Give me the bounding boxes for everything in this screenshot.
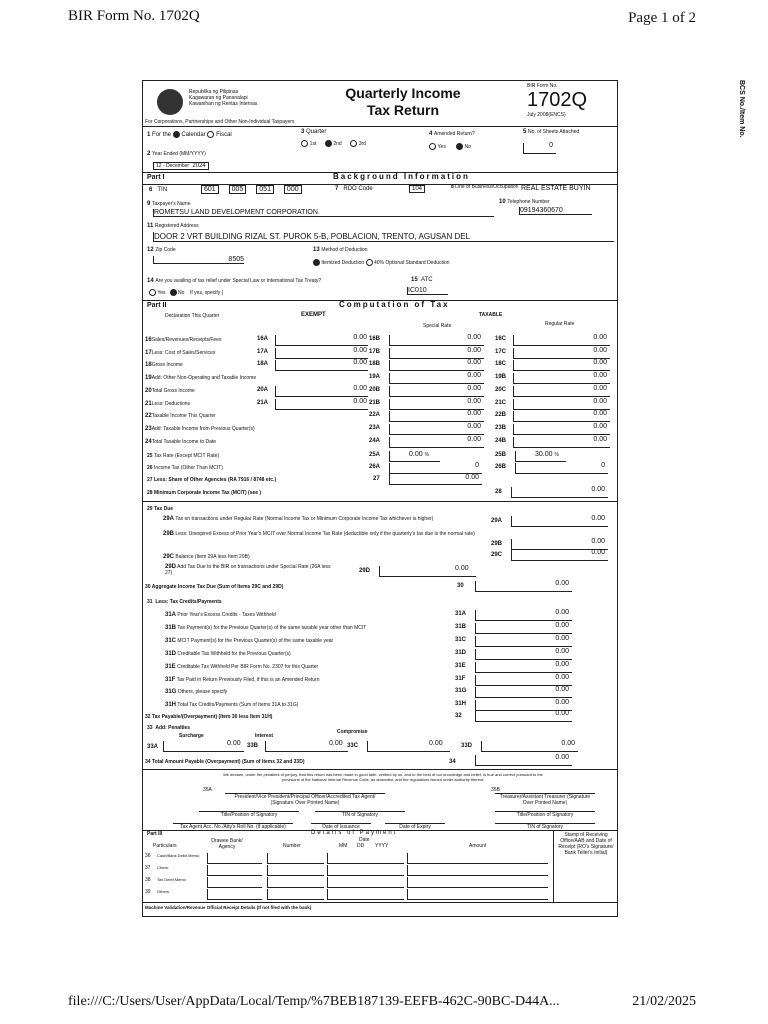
item14-label: 14 Are you availing of tax relief under Special Law or International Tax Treaty?	[147, 278, 322, 284]
comp-row-c-value: 0.00	[593, 346, 607, 354]
row29a-label: 29A Tax on transactions under Regular Rate (Normal Income Tax or Minimum Corporate Income Tax whichever is higher)	[163, 516, 434, 522]
osd-radio[interactable]	[366, 259, 373, 266]
comp-row-c-value: 0.00	[593, 334, 607, 341]
row25-a-value: 0.00 %	[409, 451, 430, 458]
sig-title1: Title/Position of Signatory	[199, 811, 299, 818]
row34-value: 0.00	[555, 754, 569, 761]
credit-row-value: 0.00	[555, 634, 569, 642]
credit-row-value: 0.00	[555, 660, 569, 668]
col-yyyy: YYYY	[375, 843, 389, 849]
calendar-radio[interactable]	[173, 131, 180, 138]
credit-row-value: 0.00	[555, 609, 569, 616]
row33d-code: 33D	[461, 743, 473, 749]
comp-row-b-value: 0.00	[467, 410, 481, 418]
col-exempt: EXEMPT	[301, 312, 326, 318]
form-title-line2: Tax Return	[366, 102, 440, 118]
row34-label: 34 Total Amount Payable (Overpayment) (Sum of Items 32 and 33D)	[145, 759, 305, 765]
comp-row-a-value: 0.00	[353, 359, 367, 367]
comp-row-b-value: 0.00	[467, 435, 481, 443]
business-value[interactable]: REAL ESTATE BUYIN	[521, 185, 591, 192]
compromise-label: Compromise	[337, 729, 368, 735]
fiscal-radio[interactable]	[207, 131, 214, 138]
payment-row-num: 39	[145, 889, 151, 895]
atc-label: 15 ATC	[411, 277, 433, 283]
comp-row-c-value: 0.00	[593, 372, 607, 380]
comp-row-label: 16Sales/Revenues/Receipts/Fees	[145, 337, 222, 343]
row25-label: 25 Tax Rate (Except MCIT Rate)	[147, 453, 220, 459]
form-number-block	[527, 83, 607, 118]
comp-row-a-value: 0.00	[353, 346, 367, 354]
item14-options: Yes No If yes, specify |	[149, 289, 223, 296]
payment-row-label: Tax Debit Memo	[157, 877, 186, 882]
itemized-radio[interactable]	[313, 259, 320, 266]
col-date: Date	[359, 837, 370, 843]
tax-form	[142, 80, 618, 917]
comp-row-label: 24Total Taxable Income to Date	[145, 438, 217, 445]
rdo-value[interactable]: 104	[409, 185, 425, 193]
validation-note: Machine Validation/Revenue Official Receipt Details (If not filed with the bank)	[145, 905, 312, 910]
row29b-value: 0.00	[591, 538, 605, 545]
payment-row-num: 36	[145, 853, 151, 859]
form-title	[333, 85, 473, 119]
row33c-value: 0.00	[429, 740, 443, 747]
agency-line2: Kagawaran ng Pananalapi	[189, 95, 248, 101]
row25-b-value: 30.00 %	[535, 451, 559, 458]
comp-row-b-value: 0.00	[467, 384, 481, 392]
payment-row-label: Check	[157, 865, 169, 870]
credit-row-label: 31C MCIT Payment(s) for the Previous Quarter(s) of the same taxable year	[165, 637, 334, 644]
relief-no-radio[interactable]	[170, 289, 177, 296]
row32-value: 0.00	[555, 710, 569, 717]
form-title-line1: Quarterly Income	[345, 85, 461, 101]
col-dd: DD	[357, 843, 365, 849]
sig-agent: Tax Agent Acc. No./Atty's Roll No. (if applicable)	[173, 823, 293, 830]
comp-row-b-code: 18B	[369, 361, 381, 368]
sheets-attached-value: 0	[549, 142, 553, 149]
telephone-label: 10 Telephone Number	[499, 199, 550, 205]
form-subtitle: For Corporations, Partnerships and Other Non-Individual Taxpayers	[145, 119, 295, 125]
comp-row-label: 17Less: Cost of Sales/Services	[145, 349, 216, 356]
page-header-title: BIR Form No. 1702Q	[68, 8, 200, 24]
atc-field[interactable]: IC010	[407, 287, 448, 295]
comp-row-a-code: 18A	[257, 361, 269, 368]
comp-row-b-code: 24A	[369, 437, 381, 444]
comp-row-b-code: 20B	[369, 386, 381, 393]
comp-row-b-code: 23A	[369, 424, 381, 431]
part2-label: Part II	[147, 302, 167, 309]
taxpayer-name-field[interactable]: ROMETSU LAND DEVELOPMENT CORPORATION	[153, 209, 494, 217]
comp-row-b-code: 21B	[369, 399, 381, 406]
agency-line1: Republika ng Pilipinas	[189, 89, 239, 95]
rdo-label: 7 RDO Code	[335, 186, 373, 192]
row33a-value: 0.00	[227, 740, 241, 747]
sig-tin2: TIN of Signatory	[495, 823, 595, 830]
row30-label: 30 Aggregate Income Tax Due (Sum of Items 29C and 29D)	[145, 584, 284, 590]
item3: 3 Quarter 1st 2nd 3rd	[301, 129, 366, 148]
credit-row-label: 31B Tax Payment(s) for the Previous Quarter(s) of the same taxable year other than MCIT	[165, 624, 367, 631]
credit-row-code: 31F	[455, 675, 466, 682]
tin-label: 6 TIN	[149, 187, 168, 193]
comp-row-b-value: 0.00	[467, 397, 481, 405]
telephone-field[interactable]: 09194360670	[519, 207, 592, 215]
row29d-label: 29D Add Tax Due to the BIR on transactions under Special Rate (26A less 27)	[165, 564, 331, 576]
credit-row-label: 31D Creditable Tax Withheld for the Previous Quarter(s)	[165, 650, 291, 657]
row32-label: 32 Tax Payable/(Overpayment) (Item 30 less Item 31H)	[145, 714, 273, 720]
comp-row-b-code: 17B	[369, 348, 381, 355]
col-particulars: Particulars	[153, 843, 177, 849]
business-label: 8 Line of Business/Occupation	[451, 184, 519, 190]
row29a-code: 29A	[491, 518, 503, 524]
row30-code: 30	[457, 583, 464, 589]
payment-row-label: Others	[157, 889, 170, 894]
comp-row-c-code: 16C	[495, 336, 507, 342]
row26-a-value: 0	[475, 462, 479, 469]
declaration-text: We declare, under the penalties of perjury, that this return has been made in good faith, verified by us, and to the best of our knowledge and belief, is true and correct pursuant to the provisions of the National Internal Revenue Code, as amended, and the regulations issued under authority thereof.	[223, 772, 543, 782]
sig-title2: Title/Position of Signatory	[495, 811, 595, 818]
comp-row-label: 23Add: Taxable Income from Previous Quarter(s)	[145, 425, 255, 432]
credit-row-code: 31B	[455, 623, 467, 630]
amended-no-radio[interactable]	[456, 143, 463, 150]
comp-row-b-code: 16B	[369, 336, 381, 342]
credit-row-label: 31F Tax Paid in Return Previously Filed, if this is an Amended Return	[165, 676, 320, 683]
credit-row-label: 31G Others, please specify	[165, 689, 228, 696]
comp-row-a-value: 0.00	[353, 384, 367, 392]
comp-row-c-code: 24B	[495, 437, 507, 444]
row31-label: 31 Less: Tax Credits/Payments	[147, 599, 222, 605]
row29b-code: 29B	[491, 541, 503, 547]
credit-row-code: 31C	[455, 636, 467, 643]
comp-row-c-value: 0.00	[593, 435, 607, 443]
year-ended-field[interactable]: 12 - December 2024	[153, 162, 209, 170]
comp-row-a-code: 16A	[257, 336, 269, 342]
col-regular: Regular Rate	[545, 321, 575, 327]
col-declaration: Declaration This Quarter	[165, 313, 220, 319]
sig-expiry: Date of Expiry	[385, 823, 445, 830]
tin-value[interactable]: 601 005 051 000	[201, 186, 302, 193]
row28-value: 0.00	[591, 486, 605, 493]
comp-row-b-value: 0.00	[467, 422, 481, 430]
payment-row-num: 38	[145, 877, 151, 883]
comp-row-label: 19Add: Other Non-Operating and Taxable Income	[145, 375, 257, 382]
comp-row-label: 21Less: Deductions	[145, 400, 191, 407]
credit-row-code: 31G	[455, 688, 467, 695]
agency-block	[189, 89, 257, 107]
comp-row-c-value: 0.00	[593, 384, 607, 392]
footer-date: 21/02/2025	[632, 994, 696, 1009]
deduction-label: 13 Method of Deduction	[313, 247, 368, 253]
quarter-3rd-radio[interactable]	[350, 140, 357, 147]
row33d-value: 0.00	[561, 740, 575, 747]
row29c-value: 0.00	[591, 549, 605, 556]
comp-row-b-value: 0.00	[467, 346, 481, 354]
payment-row-num: 37	[145, 865, 151, 871]
credit-row-code: 31D	[455, 649, 467, 656]
part1-title: Background Information	[333, 172, 470, 181]
comp-row-b-code: 22A	[369, 412, 381, 419]
row27-code: 27	[373, 476, 380, 482]
sig-num-35a: 35A	[203, 787, 212, 793]
row28-code: 28	[495, 489, 502, 495]
credit-row-label: 31E Creditable Tax Withheld Per BIR Form No. 2307 for this Quarter	[165, 663, 319, 670]
credit-row-value: 0.00	[555, 686, 569, 694]
amended-yes-radio[interactable]	[429, 143, 436, 150]
payment-row-label: Cash/Bank Debit Memo	[157, 853, 200, 858]
sig-tin1: TIN of Signatory	[315, 811, 405, 818]
credit-row-value: 0.00	[555, 621, 569, 629]
comp-row-b-code: 19A	[369, 374, 381, 381]
item1: 1 For the Calendar Fiscal	[147, 132, 232, 139]
comp-row-a-value: 0.00	[353, 397, 367, 405]
sig-num-35b: 35B	[491, 787, 500, 793]
part2-title: Computation of Tax	[339, 300, 450, 309]
form-number: 1702Q	[527, 89, 588, 111]
footer-path: file:///C:/Users/User/AppData/Local/Temp/%7BEB187139-EEFB-462C-90BC-D44A...	[68, 994, 560, 1009]
comp-row-c-value: 0.00	[593, 397, 607, 405]
comp-row-c-value: 0.00	[593, 422, 607, 430]
form-number-label: BIR Form No.	[527, 83, 558, 89]
address-field[interactable]: DOOR 2 VRT BUILDING RIZAL ST. PUROK 5-B, POBLACION, TRENTO, AGUSAN DEL	[153, 232, 614, 242]
credit-row-value: 0.00	[555, 699, 569, 707]
row26-label: 26 Income Tax (Other Than MCIT)	[147, 465, 223, 471]
part1-label: Part I	[147, 174, 165, 181]
quarter-2nd-radio[interactable]	[325, 140, 332, 147]
row29d-code: 29D	[359, 568, 371, 574]
comp-row-c-code: 21C	[495, 399, 507, 406]
row29-label: 29 Tax Due	[147, 506, 174, 512]
address-label: 11 Registered Address	[147, 223, 199, 229]
comp-row-b-value: 0.00	[467, 372, 481, 380]
bir-seal-icon	[157, 89, 183, 115]
credit-row-label: 31H Total Tax Credits/Payments (Sum of Items 31A to 31G)	[165, 702, 299, 709]
part3-label: Part III	[147, 831, 163, 837]
col-mm: MM	[339, 843, 348, 849]
row29c-code: 29C	[491, 552, 503, 558]
comp-row-label: 20Total Gross Income	[145, 387, 195, 394]
row25-b-code: 25B	[495, 452, 507, 458]
row34-code: 34	[449, 759, 456, 765]
credit-row-code: 31H	[455, 701, 467, 708]
row33-label: 33 Add: Penalties	[147, 725, 191, 731]
credit-row-label: 31A Prior Year's Excess Credits - Taxes Withheld	[165, 612, 276, 618]
surcharge-label: Surcharge	[179, 733, 204, 739]
agency-line3: Kawanihan ng Rentas Internas	[189, 101, 258, 107]
zip-field[interactable]: 8505	[153, 256, 244, 264]
col-taxable: TAXABLE	[479, 312, 503, 318]
credit-row-value: 0.00	[555, 673, 569, 681]
row29c-label: 29C Balance (Item 29A less Item 29B)	[163, 554, 250, 560]
row33c-code: 33C	[347, 743, 359, 749]
row33b-value: 0.00	[329, 740, 343, 747]
stamp-box: Stamp of Receiving Office/AAB and Date of Receipt (RO's Signature/ Bank Teller's Initial)	[558, 832, 614, 856]
row29d-value: 0.00	[455, 565, 469, 572]
sig-issuance: Date of Issuance	[311, 823, 371, 830]
comp-row-a-code: 20A	[257, 386, 269, 393]
quarter-1st-radio[interactable]	[301, 140, 308, 147]
row26-b-code: 26B	[495, 464, 507, 470]
col-number: Number	[283, 843, 301, 849]
credit-row-code: 31A	[455, 611, 467, 617]
credit-row-code: 31E	[455, 662, 466, 669]
sig-president: President/Vice President/Principal Officer/Accredited Tax Agent/ (Signature Over Printed Name)	[225, 793, 385, 806]
zip-label: 12 Zip Code	[147, 247, 176, 253]
comp-row-c-code: 20C	[495, 386, 507, 393]
row32-code: 32	[455, 713, 462, 719]
sig-treasurer: Treasurer/Assistant Treasurer (Signature Over Printed Name)	[495, 793, 595, 806]
row26-b-value: 0	[601, 462, 605, 469]
row33a-code: 33A	[147, 744, 159, 750]
taxpayer-label: 9 Taxpayer's Name	[147, 201, 191, 207]
comp-row-c-value: 0.00	[593, 359, 607, 367]
row30-value: 0.00	[555, 580, 569, 587]
col-special: Special Rate	[423, 323, 452, 329]
comp-row-label: 22Taxable Income This Quarter	[145, 413, 216, 420]
comp-row-a-value: 0.00	[353, 334, 367, 341]
form-version: July 2008(ENCS)	[527, 112, 566, 118]
comp-row-b-value: 0.00	[467, 334, 481, 341]
interest-label: Interest	[255, 733, 274, 739]
comp-row-a-code: 17A	[257, 348, 269, 355]
part3-title: Details of Payment	[311, 830, 398, 836]
row29b-label: 29B Less: Unexpired Excess of Prior Year's MCIT over Normal Income Tax Rate (deductible only if the quarterly's tax due is the normal rate)	[163, 531, 475, 537]
credit-row-value: 0.00	[555, 647, 569, 655]
comp-row-c-code: 23B	[495, 424, 507, 431]
comp-row-a-code: 21A	[257, 399, 269, 406]
row28-label: 28 Minimum Corporate Income Tax (MCIT) (see )	[147, 490, 262, 496]
comp-row-c-code: 18C	[495, 361, 507, 368]
item5: 5 No. of Sheets Attached	[523, 129, 580, 135]
col-amount: Amount	[469, 843, 487, 849]
comp-row-c-value: 0.00	[593, 410, 607, 418]
row26-a-code: 26A	[369, 464, 381, 470]
comp-row-c-code: 17C	[495, 348, 507, 355]
item2: 2 Year Ended (MM/YYYY)	[147, 151, 206, 157]
page-number: Page 1 of 2	[628, 10, 696, 26]
side-code: BCS No./Item No.	[738, 80, 745, 138]
row29a-value: 0.00	[591, 515, 605, 522]
row27-label: 27 Less: Share of Other Agencies (RA 7916 / 8748 etc.)	[147, 477, 277, 483]
row33b-code: 33B	[247, 743, 259, 749]
row25-a-code: 25A	[369, 452, 381, 458]
item4: 4 Amended Return? Yes No	[429, 131, 475, 151]
comp-row-b-value: 0.00	[467, 359, 481, 367]
deduction-options: Itemized Deduction 40% Optional Standard Deduction	[313, 259, 450, 266]
row27-value: 0.00	[465, 474, 479, 481]
col-drawee: Drawee Bank/ Agency	[211, 838, 243, 850]
comp-row-c-code: 19B	[495, 374, 507, 381]
relief-yes-radio[interactable]	[149, 289, 156, 296]
comp-row-label: 18Gross Income	[145, 362, 183, 369]
comp-row-c-code: 22B	[495, 412, 507, 419]
